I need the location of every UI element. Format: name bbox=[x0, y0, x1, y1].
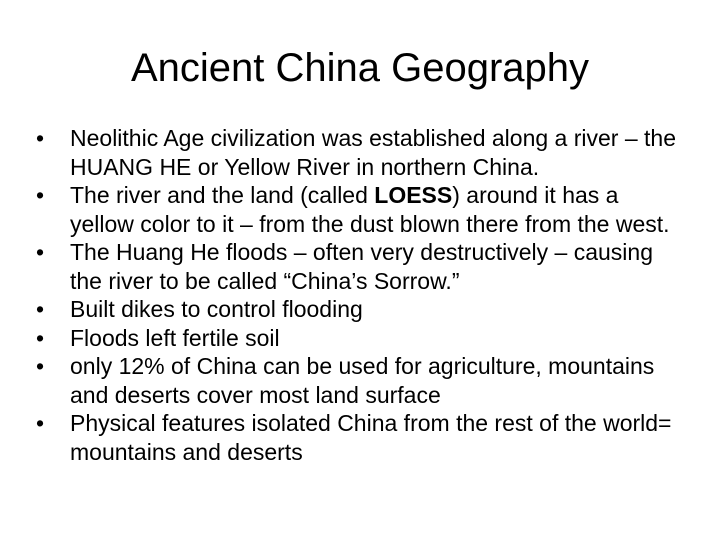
bullet-list bbox=[36, 124, 684, 466]
bullet-text: Built dikes to control flooding bbox=[70, 296, 363, 322]
bullet-marker: • bbox=[36, 353, 45, 379]
bullet-item bbox=[36, 124, 684, 181]
bullet-marker: • bbox=[36, 296, 45, 322]
bullet-text: The Huang He floods – often very destructively – causing the river to be called “China’s Sorrow.” bbox=[70, 239, 653, 294]
bullet-marker: • bbox=[36, 182, 45, 208]
bullet-marker: • bbox=[36, 324, 45, 351]
bullet-item bbox=[36, 181, 684, 238]
bullet-text-bold: LOESS bbox=[374, 182, 453, 208]
bullet-item bbox=[36, 352, 684, 409]
slide-title: Ancient China Geography bbox=[130, 46, 590, 90]
bullet-text: ) around it has a yellow color to it – from the dust blown there from the west. bbox=[70, 182, 670, 237]
bullet-text: only 12% of China can be used for agriculture, mountains and deserts cover most land surface bbox=[70, 353, 655, 408]
bullet-item bbox=[36, 238, 684, 295]
bullet-item bbox=[36, 324, 684, 353]
bullet-item bbox=[36, 409, 684, 466]
bullet-text: Physical features isolated China from the rest of the world= mountains and deserts bbox=[70, 410, 672, 465]
bullet-text: Floods left fertile soil bbox=[70, 324, 280, 351]
bullet-text: The river and the land (called bbox=[70, 182, 375, 208]
bullet-marker: • bbox=[36, 239, 45, 265]
bullet-item bbox=[36, 295, 684, 324]
bullet-text: Neolithic Age civilization was established along a river – the HUANG HE or Yellow River in northern China. bbox=[70, 125, 676, 180]
bullet-marker: • bbox=[36, 410, 45, 436]
bullet-marker: • bbox=[36, 125, 45, 151]
